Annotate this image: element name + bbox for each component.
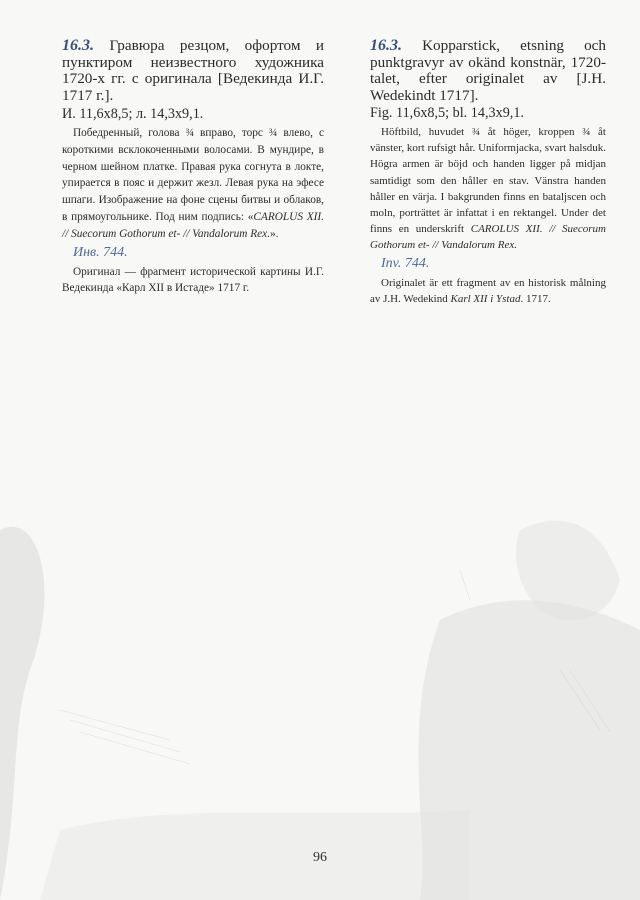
swedish-inscription: CAROLUS XII. // Suecorum Gothorum et- // Vandalorum Rex. xyxy=(370,223,606,252)
swedish-description: Höftbild, huvudet ¾ åt höger, kroppen ¾ åt vänster, kort rufsigt hår. Uniformjacka, svart halsduk. Högra armen är böjd och handen ligger på midjan samtidigt som den håller en stav. Vänstra handen håller en värja. I bakgrunden finns en bataljscen och moln, porträttet är infattat i en rektangel. Under det finns en underskrift CAROLUS XII. // Suecorum Gothorum et- // Vandalorum Rex. xyxy=(370,126,606,252)
russian-description: Победренный, голова ¾ вправо, торс ¾ влево, с короткими всклокоченными волосами. В мундире, в черном шейном платке. Правая рука согнута в локте, упирается в пояс и держит жезл. Левая рука на эфесе шпаги. Изображение на фоне сцены битвы и облаков, в прямоугольнике. Под ним подпись: «CAROLUS XII. // Suecorum Gothorum et- // Vandalorum Rex.». xyxy=(62,127,324,240)
swedish-heading xyxy=(370,38,606,104)
russian-title: Гравюра резцом, офортом и пунктиром неизвестного художника 1720-х гг. с оригинала [Ведекинда И.Г. 1717 г.]. xyxy=(62,37,324,104)
catalog-number: 16.3. xyxy=(62,37,94,54)
swedish-inventory: Inv. 744. xyxy=(381,255,430,271)
swedish-title: Kopparstick, etsning och punktgravyr av okänd konstnär, 1720-talet, efter originalet av [J.H. Wedekindt 1717]. xyxy=(370,37,606,104)
russian-inventory: Инв. 744. xyxy=(73,244,128,260)
swedish-note-title: Karl XII i Ystad xyxy=(450,292,521,305)
russian-heading xyxy=(62,38,324,104)
swedish-column xyxy=(370,38,606,307)
swedish-note: Originalet är ett fragment av en historisk målning av J.H. Wedekind Karl XII i Ystad. 1717. xyxy=(370,276,606,305)
russian-dimensions: И. 11,6х8,5; л. 14,3х9,1. xyxy=(62,106,204,122)
russian-column xyxy=(62,38,324,297)
page-number: 96 xyxy=(313,850,327,865)
catalog-number: 16.3. xyxy=(370,37,402,54)
faded-engraving-portrait-icon xyxy=(0,470,640,900)
russian-inscription: CAROLUS XII. // Suecorum Gothorum et- // Vandalorum Rex. xyxy=(62,210,324,240)
swedish-dimensions: Fig. 11,6x8,5; bl. 14,3x9,1. xyxy=(370,105,524,121)
russian-note: Оригинал — фрагмент исторической картины И.Г. Ведекинда «Карл XII в Истаде» 1717 г. xyxy=(62,265,324,295)
